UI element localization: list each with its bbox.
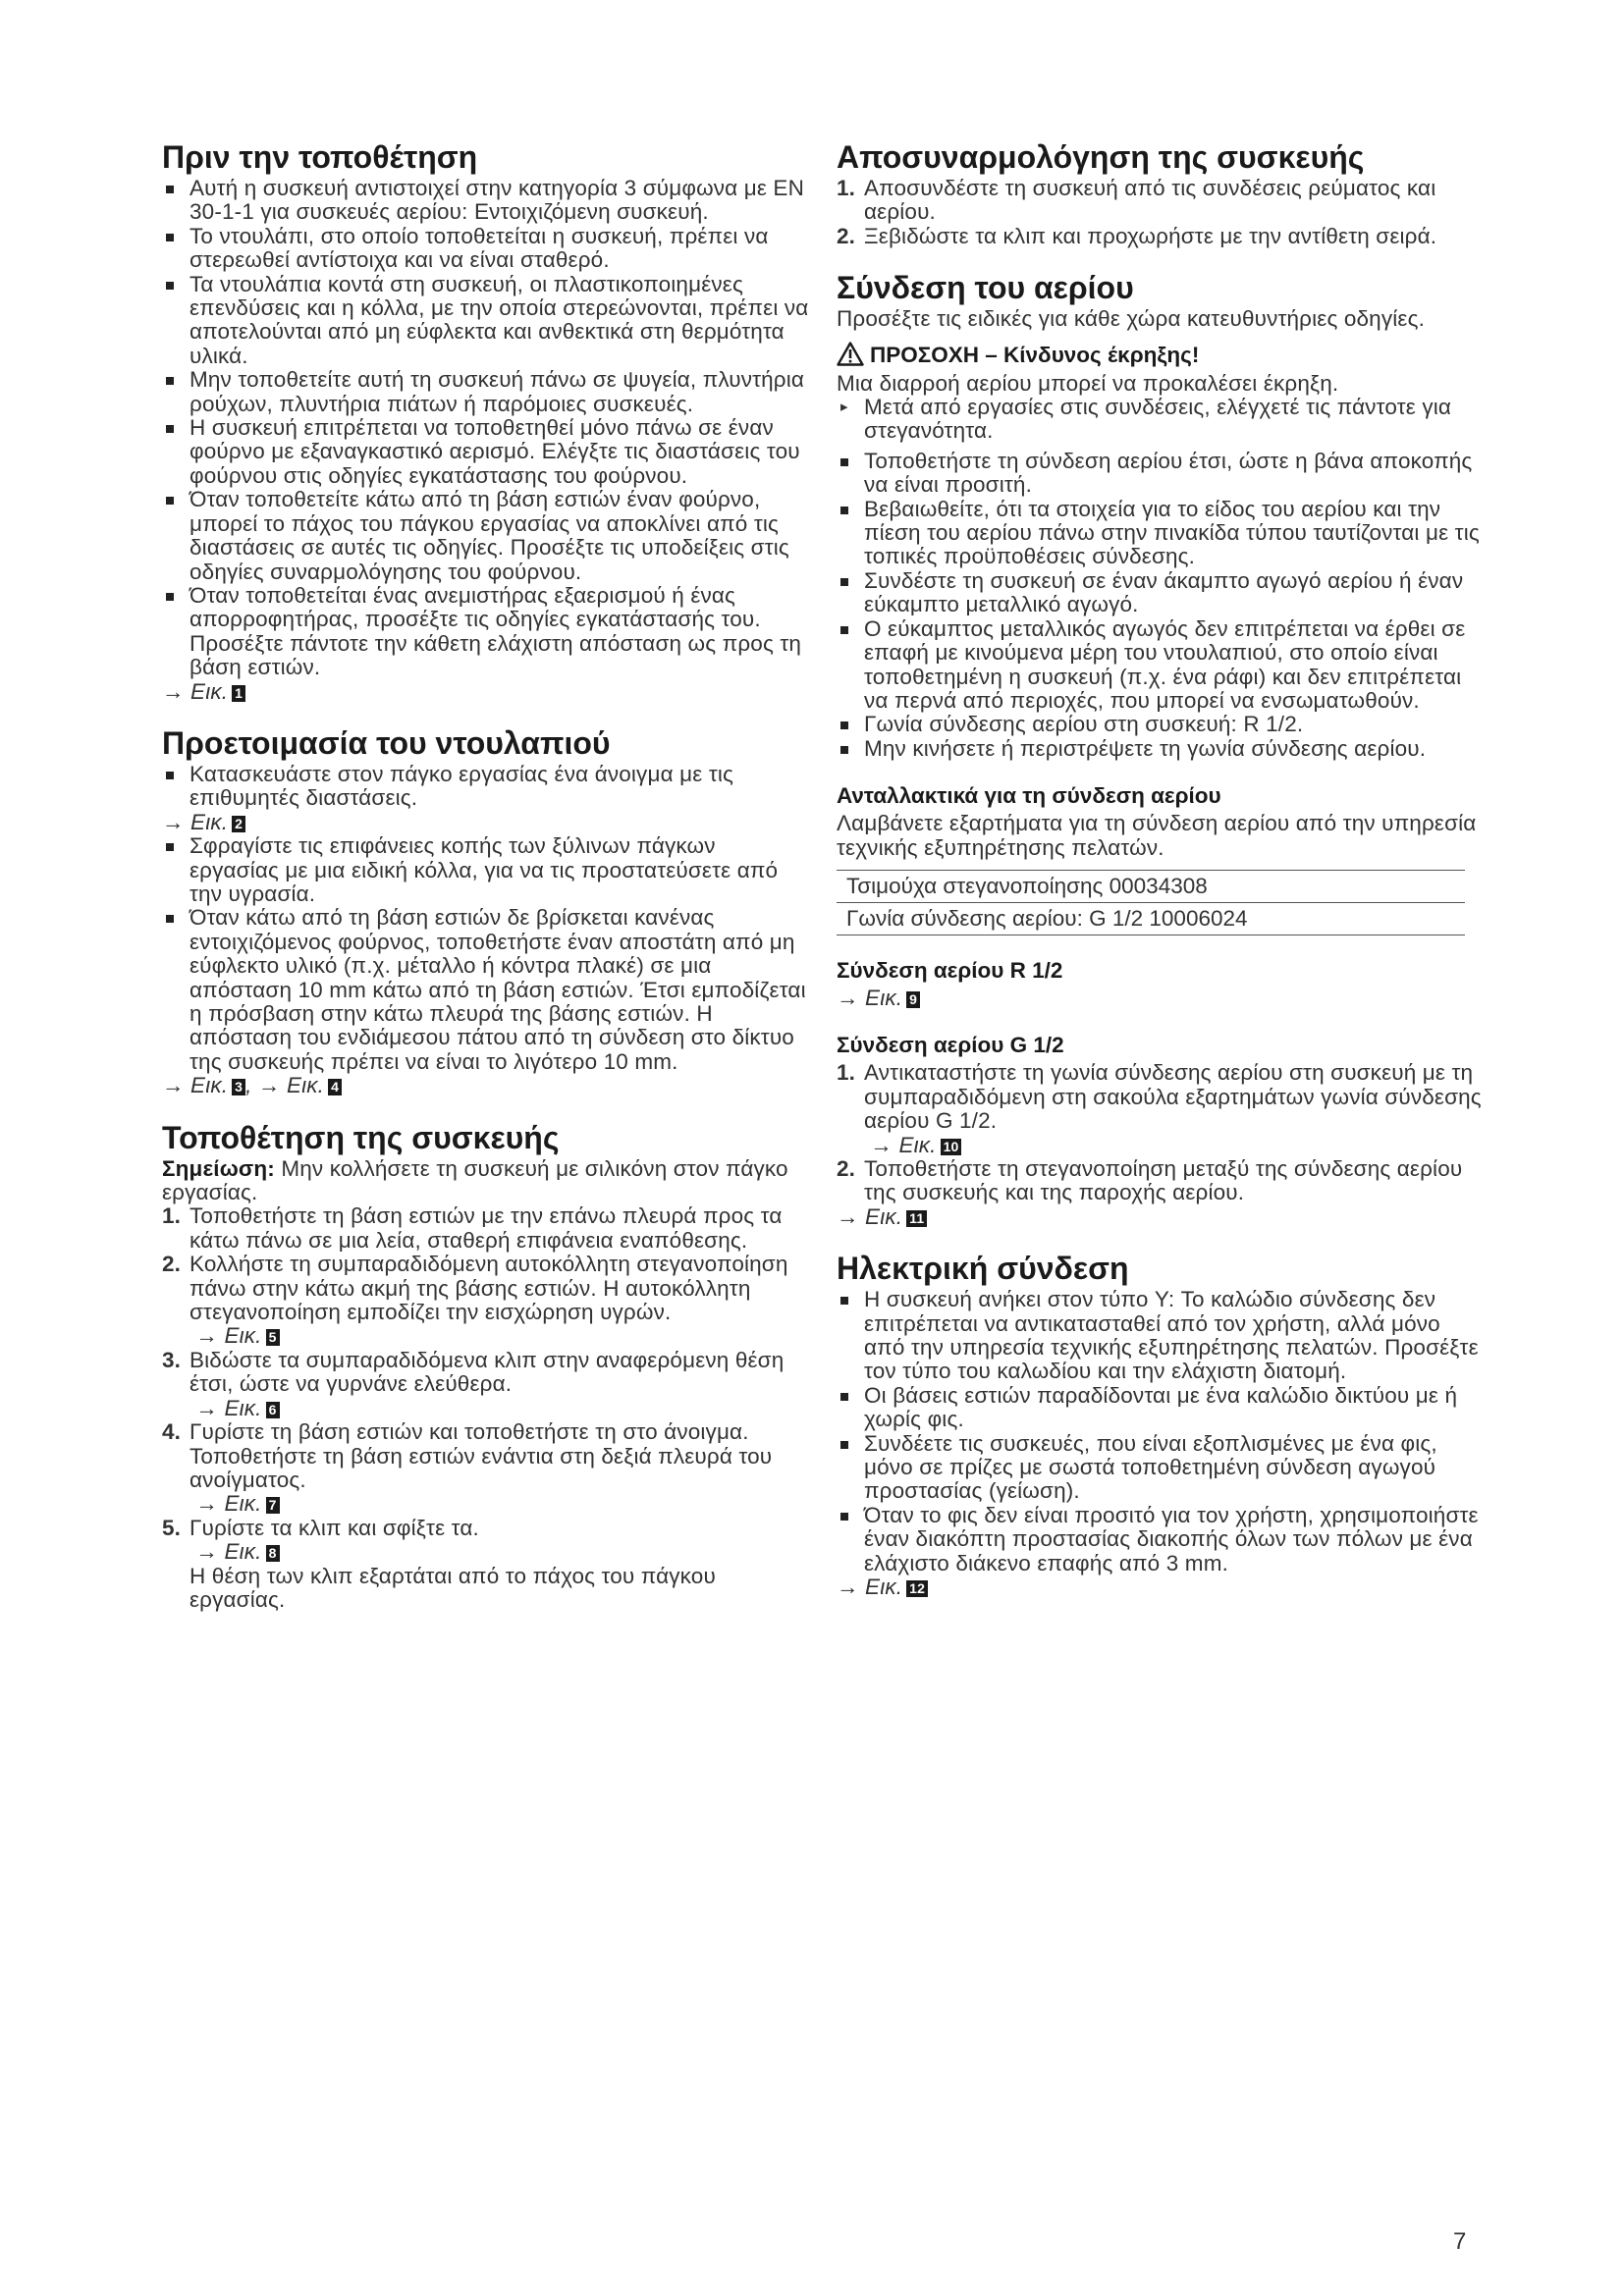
spare-parts-intro: Λαμβάνετε εξαρτήματα για τη σύνδεση αερίου από την υπηρεσία τεχνικής εξυπηρέτησης πελατών. xyxy=(837,811,1477,860)
figure-number-badge: 8 xyxy=(266,1545,280,1562)
section-cabinet-preparation xyxy=(162,725,810,1098)
installation-note xyxy=(162,1157,810,1205)
list-item: Οι βάσεις εστιών παραδίδονται με ένα καλώδιο δικτύου με ή χωρίς φις. xyxy=(837,1384,1485,1432)
figure-reference xyxy=(189,1540,810,1564)
figure-reference xyxy=(162,811,810,834)
step-item xyxy=(837,1157,1485,1205)
figure-reference-text: → Εικ. xyxy=(162,809,229,834)
step-number: 2. xyxy=(162,1252,182,1277)
step-item xyxy=(162,1253,810,1349)
list-item: Όταν τοποθετείτε κάτω από τη βάση εστιών έναν φούρνο, μπορεί το πάχος του πάγκου εργασίας να αποκλίνει από τις διαστάσεις σε αυτές τις οδηγίες. Προσέξτε τις υποδείξεις στις οδηγίες συναρμολόγησης του φούρνου. xyxy=(162,488,810,584)
right-column xyxy=(837,139,1485,1599)
figure-reference xyxy=(864,1134,1485,1157)
section-disassembly xyxy=(837,139,1485,248)
step-item xyxy=(162,1349,810,1420)
warning-text: Μια διαρροή αερίου μπορεί να προκαλέσει έκρηξη. xyxy=(837,370,1339,396)
figure-number-badge: 12 xyxy=(906,1580,928,1597)
list-item: Βεβαιωθείτε, ότι τα στοιχεία για το είδος του αερίου και την πίεση του αερίου πάνω στην πινακίδα τύπου ταυτίζονται με τις τοπικές προϋποθέσεις σύνδεσης. xyxy=(837,498,1485,569)
table-row xyxy=(837,902,1465,934)
figure-reference-text: → Εικ. xyxy=(162,678,229,704)
warning-title: ΠΡΟΣΟΧΗ – Κίνδυνος έκρηξης! xyxy=(870,342,1200,367)
figure-number-badge: 5 xyxy=(266,1329,280,1346)
before-installation-list xyxy=(162,177,810,680)
step-number: 3. xyxy=(162,1347,182,1372)
figure-reference xyxy=(189,1492,810,1516)
figure-reference xyxy=(837,987,1485,1010)
table-cell: Γωνία σύνδεσης αερίου: G 1/2 10006024 xyxy=(837,902,1465,934)
step-text: Ξεβιδώστε τα κλιπ και προχωρήστε με την αντίθετη σειρά. xyxy=(864,223,1437,248)
figure-reference xyxy=(189,1324,810,1348)
figure-number-badge: 10 xyxy=(941,1139,962,1155)
list-item: Συνδέετε τις συσκευές, που είναι εξοπλισμένες με ένα φις, μόνο σε πρίζες με σωστά τοποθετημένη σύνδεση αγωγού προστασίας (γείωση). xyxy=(837,1432,1485,1504)
step-text: Αντικαταστήστε τη γωνία σύνδεσης αερίου στη συσκευή με τη συμπαραδιδόμενη στη σακούλα εξαρτημάτων γωνία σύνδεσης αερίου G 1/2. xyxy=(864,1060,1482,1134)
step-item xyxy=(162,1420,810,1517)
list-item: Μην τοποθετείτε αυτή τη συσκευή πάνω σε ψυγεία, πλυντήρια ρούχων, πλυντήρια πιάτων ή παρόμοιες συσκευές. xyxy=(162,368,810,416)
step-text: Κολλήστε τη συμπαραδιδόμενη αυτοκόλλητη στεγανοποίηση πάνω στην κάτω ακμή της βάσης εστιών. Η αυτοκόλλητη στεγανοποίηση εμποδίζει την εισχώρηση υγρών. xyxy=(189,1252,788,1325)
section-spare-parts xyxy=(837,782,1485,935)
table-row xyxy=(837,870,1465,902)
cabinet-preparation-list-2 xyxy=(162,834,810,1074)
figure-reference-text: → Εικ. xyxy=(837,985,903,1010)
step-number: 4. xyxy=(162,1419,182,1445)
figure-reference-text: → Εικ. xyxy=(870,1132,937,1157)
section-title-gas-g12: Σύνδεση αερίου G 1/2 xyxy=(837,1033,1064,1058)
section-electrical-connection xyxy=(837,1251,1485,1599)
figure-number-badge: 1 xyxy=(232,685,245,702)
section-title-gas-connection: Σύνδεση του αερίου xyxy=(837,270,1134,306)
step-number: 2. xyxy=(837,1155,856,1181)
step-text: Βιδώστε τα συμπαραδιδόμενα κλιπ στην αναφερόμενη θέση έτσι, ώστε να γυρνάνε ελεύθερα. xyxy=(189,1347,785,1397)
section-gas-r12 xyxy=(837,957,1485,1010)
figure-reference-text: → Εικ. xyxy=(837,1203,903,1229)
step-text: Τοποθετήστε τη στεγανοποίηση μεταξύ της σύνδεσης αερίου της συσκευής και της παροχής αερίου. xyxy=(864,1155,1463,1205)
figure-reference xyxy=(189,1397,810,1420)
step-item xyxy=(837,225,1485,248)
note-label: Σημείωση: xyxy=(162,1155,275,1181)
figure-reference-text: → Εικ. xyxy=(257,1073,325,1098)
figure-number-badge: 11 xyxy=(906,1210,927,1227)
figure-number-badge: 7 xyxy=(266,1497,280,1514)
list-item: Γωνία σύνδεσης αερίου στη συσκευή: R 1/2. xyxy=(837,713,1485,736)
list-item: Μην κινήσετε ή περιστρέψετε τη γωνία σύνδεσης αερίου. xyxy=(837,737,1485,761)
figure-reference xyxy=(837,1575,1485,1599)
section-title-cabinet-preparation: Προετοιμασία του ντουλαπιού xyxy=(162,724,611,761)
step-number: 1. xyxy=(162,1203,182,1229)
section-before-installation xyxy=(162,139,810,704)
list-item: Τα ντουλάπια κοντά στη συσκευή, οι πλαστικοποιημένες επενδύσεις και η κόλλα, με την οποία στερεώνονται, πρέπει να αποτελούνται από μη εύφλεκτα και ανθεκτικά στη θερμότητα υλικά. xyxy=(162,273,810,369)
section-title-before-installation: Πριν την τοποθέτηση xyxy=(162,139,478,175)
page-number: 7 xyxy=(1453,2228,1467,2255)
list-item: Η συσκευή επιτρέπεται να τοποθετηθεί μόνο πάνω σε έναν φούρνο με εξαναγκαστικό αερισμό. Ελέγξτε τις διαστάσεις του φούρνου στις οδηγίες εγκατάστασης του φούρνου. xyxy=(162,416,810,488)
action-item: ▸ Μετά από εργασίες στις συνδέσεις, ελέγχετέ τις πάντοτε για στεγανότητα. xyxy=(837,396,1485,444)
installation-steps xyxy=(162,1204,810,1612)
table-cell: Τσιμούχα στεγανοποίησης 00034308 xyxy=(837,870,1465,902)
list-item: Κατασκευάστε στον πάγκο εργασίας ένα άνοιγμα με τις επιθυμητές διαστάσεις. xyxy=(162,763,810,811)
figure-number-badge: 2 xyxy=(232,816,245,832)
electrical-connection-list xyxy=(837,1288,1485,1575)
list-item: Σφραγίστε τις επιφάνειες κοπής των ξύλινων πάγκων εργασίας με μια ειδική κόλλα, για να τις προστατεύσετε από την υγρασία. xyxy=(162,834,810,906)
gas-connection-intro: Προσέξτε τις ειδικές για κάθε χώρα κατευθυντήριες οδηγίες. xyxy=(837,306,1425,332)
step-item xyxy=(162,1204,810,1253)
figure-number-badge: 9 xyxy=(906,991,920,1008)
figure-reference-text: → Εικ. xyxy=(837,1575,903,1600)
figure-number-badge: 4 xyxy=(328,1079,342,1095)
figure-reference-text: → Εικ. xyxy=(162,1073,229,1098)
warning-heading xyxy=(837,342,1485,372)
figure-reference xyxy=(162,1074,810,1097)
warning-actions xyxy=(837,396,1485,444)
section-title-electrical-connection: Ηλεκτρική σύνδεση xyxy=(837,1251,1129,1287)
step-text: Γυρίστε τη βάση εστιών και τοποθετήστε τη στο άνοιγμα. Τοποθετήστε τη βάση εστιών ενάντια στη δεξιά πλευρά του ανοίγματος. xyxy=(189,1419,773,1492)
list-item: Όταν τοποθετείται ένας ανεμιστήρας εξαερισμού ή ένας απορροφητήρας, προσέξτε τις οδηγίες εγκατάστασής του. Προσέξτε πάντοτε την κάθετη ελάχιστη απόσταση ως προς τη βάση εστιών. xyxy=(162,584,810,680)
list-item: Η συσκευή ανήκει στον τύπο Y: Το καλώδιο σύνδεσης δεν επιτρέπεται να αντικατασταθεί από τον χρήστη, αλλά μόνο από την υπηρεσία τεχνικής εξυπηρέτησης πελατών. Προσέξτε τον τύπο του καλωδίου και την ελάχιστη διατομή. xyxy=(837,1288,1485,1384)
step-number: 5. xyxy=(162,1515,182,1540)
step-extra-text: Η θέση των κλιπ εξαρτάται από το πάχος του πάγκου εργασίας. xyxy=(189,1563,716,1612)
figure-reference-text: → Εικ. xyxy=(195,1395,262,1420)
section-title-gas-r12: Σύνδεση αερίου R 1/2 xyxy=(837,957,1063,983)
figure-reference-text: → Εικ. xyxy=(195,1491,262,1517)
list-item: Όταν κάτω από τη βάση εστιών δε βρίσκεται κανένας εντοιχιζόμενος φούρνος, τοποθετήστε έναν αποστάτη από μη εύφλεκτο υλικό (π.χ. μέταλλο ή κόντρα πλακέ) σε μια απόσταση 10 mm κάτω από τη βάση εστιών. Έτσι εμποδίζεται η πρόσβαση στην κάτω πλευρά της βάσης εστιών. Η απόσταση του ενδιάμεσου πάτου από τη σύνδεση στο δίκτυο της συσκευής πρέπει να είναι το λιγότερο 10 mm. xyxy=(162,906,810,1074)
step-text: Αποσυνδέστε τη συσκευή από τις συνδέσεις ρεύματος και αερίου. xyxy=(864,176,1436,225)
section-gas-connection xyxy=(837,270,1485,761)
figure-reference xyxy=(162,680,810,704)
figure-reference-text: → Εικ. xyxy=(195,1323,262,1349)
list-item: Όταν το φις δεν είναι προσιτό για τον χρήστη, χρησιμοποιήστε έναν διακόπτη προστασίας διακοπής όλων των πόλων με ένα ελάχιστο διάκενο επαφής από 3 mm. xyxy=(837,1504,1485,1575)
step-number: 1. xyxy=(837,1060,856,1086)
note-text: Μην κολλήσετε τη συσκευή με σιλικόνη στον πάγκο εργασίας. xyxy=(162,1155,788,1205)
spare-parts-table xyxy=(837,870,1465,935)
warning-triangle-icon xyxy=(837,342,864,372)
figure-reference xyxy=(837,1205,1485,1229)
step-number: 2. xyxy=(837,223,856,248)
section-appliance-installation xyxy=(162,1120,810,1613)
disassembly-steps xyxy=(837,177,1485,248)
gas-g12-steps xyxy=(837,1061,1485,1204)
gas-connection-list xyxy=(837,450,1485,761)
list-item: Ο εύκαμπτος μεταλλικός αγωγός δεν επιτρέπεται να έρθει σε επαφή με κινούμενα μέρη του ντουλαπιού, στο οποίο είναι τοποθετημένη η συσκευή (π.χ. ένα ράφι) και δεν επιτρέπεται να περνά από περιοχές, που μπορεί να ενσωματωθούν. xyxy=(837,617,1485,714)
figure-number-badge: 3 xyxy=(232,1079,245,1095)
step-item xyxy=(162,1517,810,1613)
step-number: 1. xyxy=(837,176,856,200)
step-text: Τοποθετήστε τη βάση εστιών με την επάνω πλευρά προς τα κάτω πάνω σε μια λεία, σταθερή επιφάνεια εναπόθεσης. xyxy=(189,1203,783,1253)
left-column xyxy=(162,139,810,1612)
step-text: Γυρίστε τα κλιπ και σφίξτε τα. xyxy=(189,1515,479,1540)
step-item xyxy=(837,177,1485,225)
cabinet-preparation-list xyxy=(162,763,810,811)
section-gas-g12 xyxy=(837,1032,1485,1229)
list-item: Τοποθετήστε τη σύνδεση αερίου έτσι, ώστε η βάνα αποκοπής να είναι προσιτή. xyxy=(837,450,1485,498)
list-item: Συνδέστε τη συσκευή σε έναν άκαμπτο αγωγό αερίου ή έναν εύκαμπτο μεταλλικό αγωγό. xyxy=(837,569,1485,617)
section-title-disassembly: Αποσυναρμολόγηση της συσκευής xyxy=(837,139,1365,175)
figure-number-badge: 6 xyxy=(266,1402,280,1418)
figure-reference-text: → Εικ. xyxy=(195,1539,262,1565)
list-item: Το ντουλάπι, στο οποίο τοποθετείται η συσκευή, πρέπει να στερεωθεί αντίστοιχα και να είναι σταθερό. xyxy=(162,225,810,273)
list-item: Αυτή η συσκευή αντιστοιχεί στην κατηγορία 3 σύμφωνα με EN 30-1-1 για συσκευές αερίου: Εντοιχιζόμενη συσκευή. xyxy=(162,177,810,225)
figure-reference-separator: , xyxy=(245,1073,258,1098)
section-title-appliance-installation: Τοποθέτηση της συσκευής xyxy=(162,1119,560,1155)
step-item xyxy=(837,1061,1485,1157)
section-title-spare-parts: Ανταλλακτικά για τη σύνδεση αερίου xyxy=(837,783,1221,809)
